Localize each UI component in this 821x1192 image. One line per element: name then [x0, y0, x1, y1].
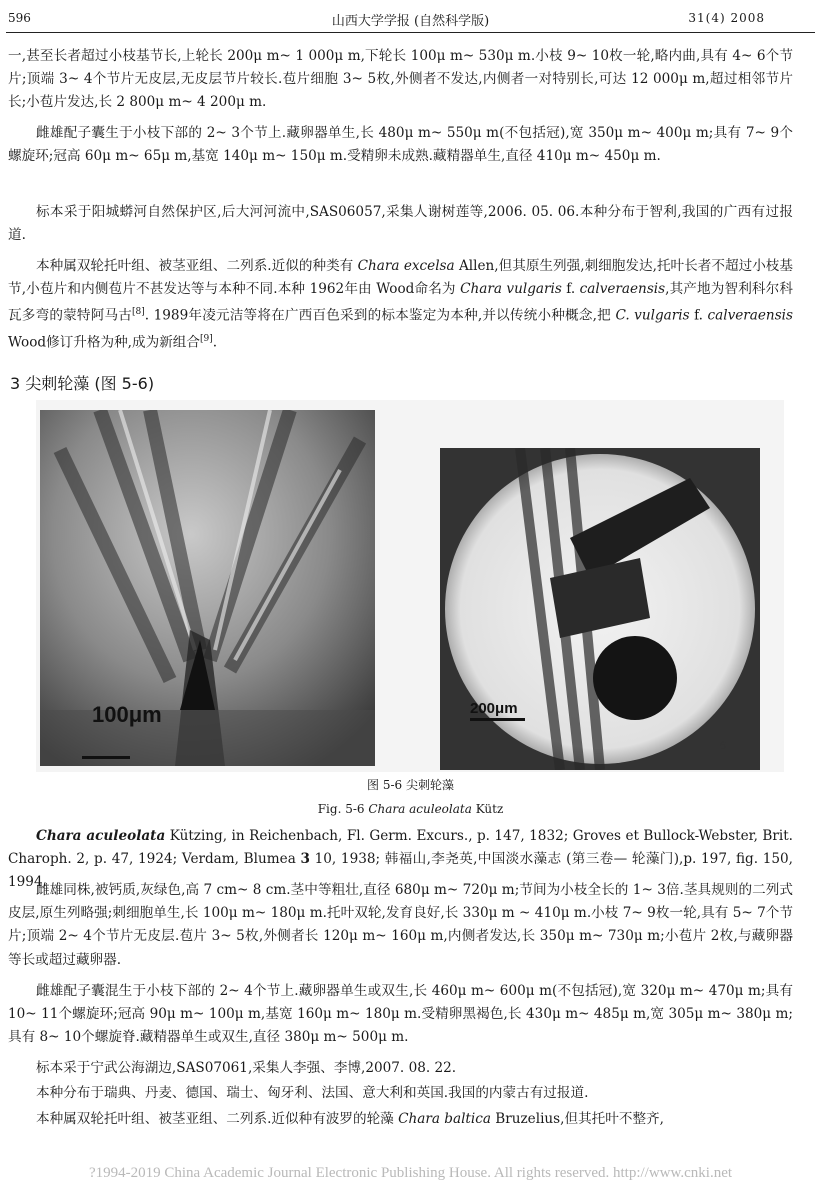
paragraph-comparison — [8, 255, 793, 355]
paragraph-specimen: 标本采于阳城蟒河自然保护区,后大河河流中,SAS06057,采集人谢树莲等,2006. 05. 06.本种分布于智利,我国的广西有过报道. — [8, 204, 793, 244]
figure-caption-cn: 图 5-6 尖刺轮藻 — [367, 778, 454, 792]
species-name: Chara excelsa — [357, 258, 455, 274]
header-rule — [6, 32, 815, 33]
paragraph-gametangia: 雌雄配子囊生于小枝下部的 2~ 3个节上.藏卵器单生,长 480μ m~ 550μ m(不包括冠),宽 350μ m~ 400μ m;具有 7~ 9个螺旋环;冠高 60μ m~ 65μ m,基宽 140μ m~ 150μ m.受精卵未成熟.藏精器单生,直径 410μ m~ 450μ m. — [8, 125, 793, 165]
text-run: f. — [689, 307, 708, 324]
section-heading: 3 尖刺轮藻 (图 5-6) — [10, 374, 155, 393]
species-name: C. vulgaris — [615, 307, 690, 324]
caption-author: Kütz — [471, 802, 504, 816]
scale-bar-label-100: 100μm — [92, 702, 162, 727]
figure-5-6 — [36, 400, 784, 772]
species-name: calveraensis — [707, 307, 793, 324]
text-run: . — [212, 334, 218, 351]
text-run: ,其产地为智利科尔科瓦多弯的蒙特阿马古 — [8, 281, 793, 324]
text-run: 本种属双轮托叶组、被茎亚组、二列系.近似的种类有 — [36, 258, 358, 274]
panel-number: 6 — [720, 740, 727, 752]
journal-title: 山西大学学报 (自然科学版) — [331, 14, 490, 29]
caption-species: Chara aculeolata — [368, 802, 472, 816]
text-run: 本种属双轮托叶组、被茎亚组、二列系.近似种有波罗的轮藻 — [36, 1111, 399, 1127]
text-run: Kützing, in Reichenbach, Fl. Germ. Excurs., p. 147, 1832; Groves et Bullock-Webster, Brit. Charoph. 2, p. 47, 1924; Verdam, Blumea — [8, 828, 794, 868]
species-name: Chara baltica — [398, 1111, 491, 1127]
micrograph-5 — [40, 410, 375, 766]
volume-number: 3 — [300, 851, 310, 868]
text-run: Wood修订升格为种,成为新组合 — [8, 334, 200, 351]
scale-bar-label-200: 200μm — [470, 700, 518, 717]
text-run: f. — [561, 281, 580, 298]
paragraph-gametangia-2: 雌雄配子囊混生于小枝下部的 2~ 4个节上.藏卵器单生或双生,长 460μ m~ 600μ m(不包括冠),宽 320μ m~ 470μ m;具有 10~ 11个螺旋环;冠高 90μ m~ 100μ m,基宽 160μ m~ 180μ m.受精卵黑褐色,长 430μ m~ 485μ m,宽 305μ m~ 380μ m;具有 8~ 10个螺旋脊.藏精器单生或双生,直径 380μ m~ 500μ m. — [8, 983, 793, 1046]
species-name: calveraensis — [579, 281, 666, 298]
micrograph-5-illustration — [40, 410, 375, 766]
paragraph-comparison-2 — [8, 1108, 793, 1131]
copyright-footer: ?1994-2019 China Academic Journal Electronic Publishing House. All rights reserved. http://www.cnki.net — [88, 1165, 733, 1181]
issue-info: 31(4) 2008 — [688, 11, 765, 25]
text-run: . 1989年凌元洁等将在广西百色采到的标本鉴定为本种,并以传统小种概念,把 — [144, 307, 616, 324]
figure-caption-en — [0, 802, 821, 816]
citation-ref: [8] — [132, 307, 145, 318]
species-name: Chara vulgaris — [460, 281, 562, 298]
paragraph-morphology: 一,甚至长者超过小枝基节长,上轮长 200μ m~ 1 000μ m,下轮长 100μ m~ 530μ m.小枝 9~ 10枚一轮,略内曲,具有 4~ 6个节片;顶端 3~ 4个节片无皮层,无皮层节片较长.苞片细胞 3~ 5枚,外侧者不发达,内侧者一对特别长,可达 12 000μ m,超过相邻节片长;小苞片发达,长 2 800μ m~ 4 200μ m. — [8, 48, 793, 111]
page-number: 596 — [8, 11, 31, 25]
text-run: Bruzelius,但其托叶不整齐, — [490, 1111, 664, 1127]
micrograph-6-illustration — [440, 448, 760, 770]
micrograph-6 — [440, 448, 760, 770]
citation-ref: [9] — [199, 334, 213, 345]
text-run: 10, 1938; 韩福山,李尧英,中国淡水藻志 (第三卷— 轮藻门),p. 197, fig. 150, 1994. — [8, 851, 794, 891]
page-header — [0, 0, 821, 36]
paragraph-distribution: 本种分布于瑞典、丹麦、德国、瑞士、匈牙利、法国、意大利和英国.我国的内蒙古有过报道. — [36, 1085, 589, 1101]
species-name: Chara aculeolata — [36, 828, 166, 844]
paragraph-specimen-2: 标本采于宁武公海湖边,SAS07061,采集人李强、李博,2007. 08. 22. — [36, 1060, 457, 1076]
caption-prefix: Fig. 5-6 — [317, 802, 369, 816]
paragraph-description: 雌雄同株,被钙质,灰绿色,高 7 cm~ 8 cm.茎中等粗壮,直径 680μ m~ 720μ m;节间为小枝全长的 1~ 3倍.茎具规则的二列式皮层,原生列略强;刺细胞单生,长 100μ m~ 180μ m.托叶双轮,发育良好,长 330μ m ~ 410μ m.小枝 7~ 9枚一轮,具有 5~ 7个节片;顶端 2~ 4个节片无皮层.苞片 3~ 5枚,外侧者长 120μ m~ 160μ m,内侧者发达,长 350μ m~ 730μ m;小苞片 2枚,与藏卵器等长或超过藏卵器. — [8, 882, 793, 968]
text-run: Allen,但其原生列强,刺细胞发达,托叶长者不超过小枝基节,小苞片和内侧苞片不甚发达等与本种不同.本种 1962年由 Wood命名为 — [8, 258, 793, 298]
